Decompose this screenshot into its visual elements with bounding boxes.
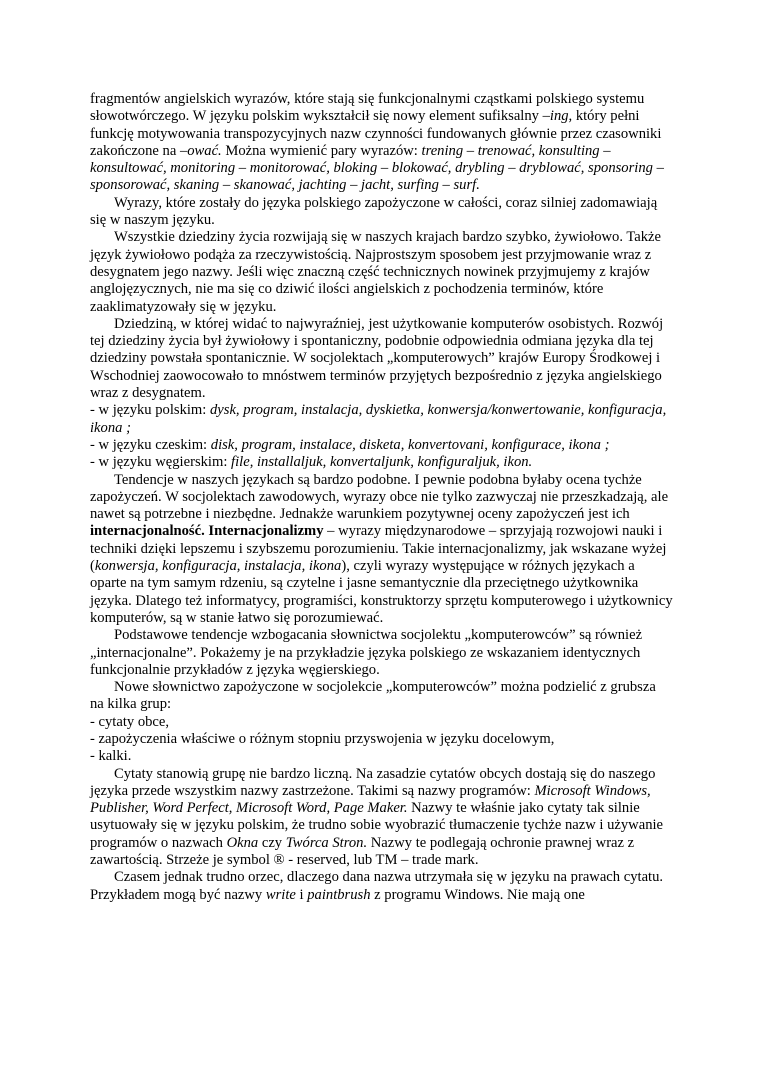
list-item-calques: - kalki. [90,748,132,765]
list-item-borrowings: - zapożyczenia właściwe o różnym stopniu przyswojenia w języku docelowym, [90,730,555,747]
list-item-hungarian: - w języku węgierskim: file, installaljuk, konvertaljunk, konfiguraljuk, ikon. [90,454,533,471]
paragraph-life-domains: Wszystkie dziedziny życia rozwijają się w naszych krajach bardzo szybko, żywiołowo. Także język żywiołowo podąża za rzeczywistością. Najprostszym sposobem jest przyjmowanie wraz z desygnatem jego nazwy. Jeśli więc znaczną część technicznych nowinek przyjmujemy z krajów anglojęzycznych, nie ma się co dziwić ilości angielskich z pochodzenia terminów, które zaaklimatyzowały się w języku. [90,229,661,315]
paragraph-suffix-ing: fragmentów angielskich wyrazów, które stają się funkcjonalnymi cząstkami polskiego systemu słowotwórczego. W języku polskim wykształcił się nowy element sufiksalny –ing, który pełni funkcję motywowania transpozycyjnych nazw czynności fundowanych głównie przez czasowniki zakończone na –ować. Można wymienić pary wyrazów: trening – trenować, konsulting – konsultować, monitoring – monitorować, bloking – blokować, drybling – dryblować, sponsoring – sponsorować, skaning – skanować, jachting – jacht, surfing – surf. [90,91,664,194]
paragraph-groups: Nowe słownictwo zapożyczone w socjolekcie „komputerowców” można podzielić z grubsza na kilka grup: [90,679,656,713]
paragraph-internationalisms: Tendencje w naszych językach są bardzo podobne. I pewnie podobna byłaby ocena tychże zapożyczeń. W socjolektach zawodowych, wyrazy obce nie tylko zazwyczaj nie przeszkadzają, ale nawet są potrzebne i niezbędne. Jednakże warunkiem pozytywnej oceny zapożyczeń jest ich internacjonalność. Internacjonalizmy – wyrazy międzynarodowe – sprzyjają rozwojowi nauki i techniki dzięki lepszemu i szybszemu porozumieniu. Takie internacjonalizmy, jak wskazane wyżej (konwersja, konfiguracja, instalacja, ikona), czyli wyrazy występujące w różnych językach a oparte na tym samym rdzeniu, są czytelne i jasne semantycznie dla przeciętnego użytkownika języka. Dlatego też informatycy, programiści, konstruktorzy sprzętu komputerowego i użytkownicy komputerów, są w stanie łatwo się porozumiewać. [90,471,673,626]
list-item-quotes: - cytaty obce, [90,713,170,730]
list-item-polish: - w języku polskim: dysk, program, instalacja, dyskietka, konwersja/konwertowanie, konfiguracja, ikona ; [90,402,667,436]
paragraph-computers: Dziedziną, w której widać to najwyraźniej, jest użytkowanie komputerów osobistych. Rozwój tej dziedziny życia był żywiołowy i spontaniczny, podobnie odpowiednia odmiana języka dla tej dziedziny powstała spontanicznie. W socjolektach „komputerowych” krajów Europy Środkowej i Wschodniej zaowocowało to mnóstwem terminów przyjętych bezpośrednio z języka angielskiego wraz z desygnatem. [90,315,664,402]
document-page [90,91,673,904]
paragraph-write-paintbrush: Czasem jednak trudno orzec, dlaczego dana nazwa utrzymała się w języku na prawach cytatu. Przykładem mogą być nazwy write i paintbrush z programu Windows. Nie mają one [90,869,664,903]
paragraph-quotations: Cytaty stanowią grupę nie bardzo liczną. Na zasadzie cytatów obcych dostają się do naszego języka przede wszystkim nazwy zastrzeżone. Takimi są nazwy programów: Microsoft Windows, Publisher, Word Perfect, Microsoft Word, Page Maker. Nazwy te właśnie jako cytaty tak silnie usytuowały się w języku polskim, że trudno sobie wyobrazić tłumaczenie tychże nazw i używanie programów o nazwach Okna czy Twórca Stron. Nazwy te podlegają ochronie prawnej wraz z zawartością. Strzeże je symbol ® - reserved, lub TM – trade mark. [90,765,664,869]
list-item-czech: - w języku czeskim: disk, program, instalace, disketa, konvertovani, konfigurace, ikona ; [90,436,610,453]
paragraph-tendencies: Podstawowe tendencje wzbogacania słownictwa socjolektu „komputerowców” są również „internacjonalne”. Pokażemy je na przykładzie języka polskiego ze wskazaniem identycznych funkcjonalnie przykładów z języka węgierskiego. [90,627,643,678]
paragraph-full-borrowings: Wyrazy, które zostały do języka polskiego zapożyczone w całości, coraz silniej zadomawiają się w naszym języku. [90,194,658,229]
